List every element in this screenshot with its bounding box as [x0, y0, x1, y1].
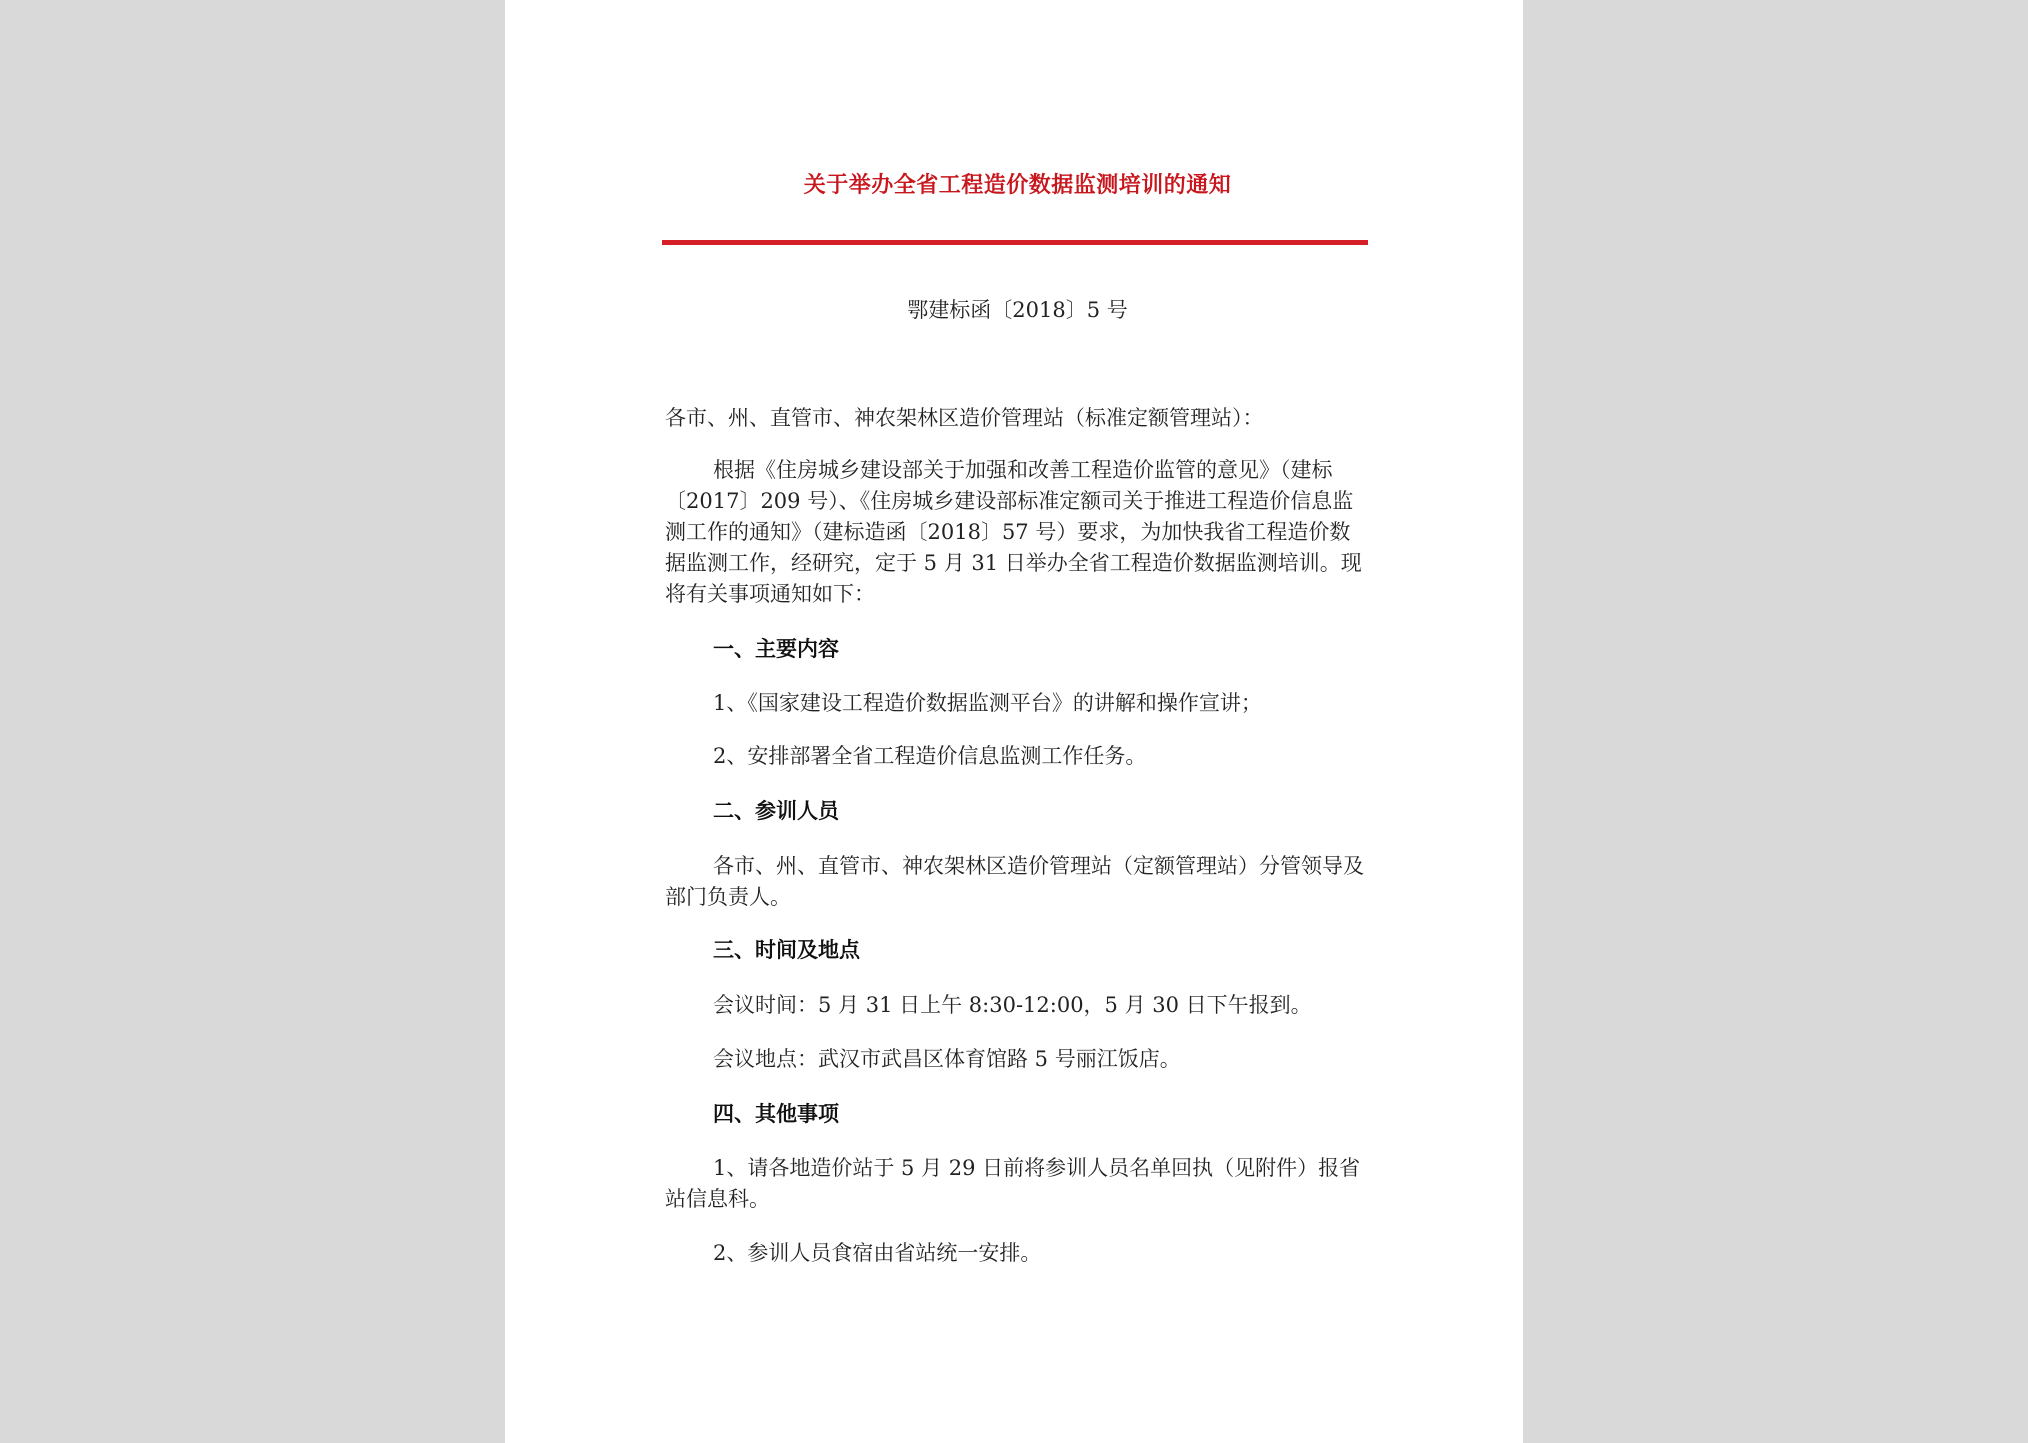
list-item: 2、安排部署全省工程造价信息监测工作任务。 [713, 744, 1147, 768]
section-heading: 四、其他事项 [713, 1102, 839, 1126]
section-heading: 二、参训人员 [713, 799, 839, 823]
document-page [505, 0, 1523, 1443]
intro-paragraph: 根据《住房城乡建设部关于加强和改善工程造价监管的意见》（建标〔2017〕209 号）、《住房城乡建设部标准定额司关于推进工程造价信息监测工作的通知》（建标造函〔2018〕57 号）要求，为加快我省工程造价数据监测工作，经研究，定于 5 月 31 日举办全省工程造价数据监测培训。现将有关事项通知如下： [665, 458, 1362, 606]
section-heading: 一、主要内容 [713, 637, 839, 661]
salutation: 各市、州、直管市、神农架林区造价管理站（标准定额管理站）： [665, 406, 1264, 430]
document-title: 关于举办全省工程造价数据监测培训的通知 [803, 173, 1232, 198]
list-item: 1、请各地造价站于 5 月 29 日前将参训人员名单回执（见附件）报省站信息科。 [665, 1156, 1361, 1211]
list-item: 1、《国家建设工程造价数据监测平台》的讲解和操作宣讲； [713, 691, 1262, 715]
list-item: 会议地点：武汉市武昌区体育馆路 5 号丽江饭店。 [713, 1047, 1181, 1071]
list-item: 各市、州、直管市、神农架林区造价管理站（定额管理站）分管领导及部门负责人。 [665, 854, 1364, 909]
section-heading: 三、时间及地点 [713, 938, 860, 962]
document-number: 鄂建标函〔2018〕5 号 [907, 298, 1128, 322]
title-divider [662, 240, 1368, 245]
list-item: 会议时间：5 月 31 日上午 8:30-12:00，5 月 30 日下午报到。 [713, 993, 1312, 1017]
list-item: 2、参训人员食宿由省站统一安排。 [713, 1241, 1042, 1265]
